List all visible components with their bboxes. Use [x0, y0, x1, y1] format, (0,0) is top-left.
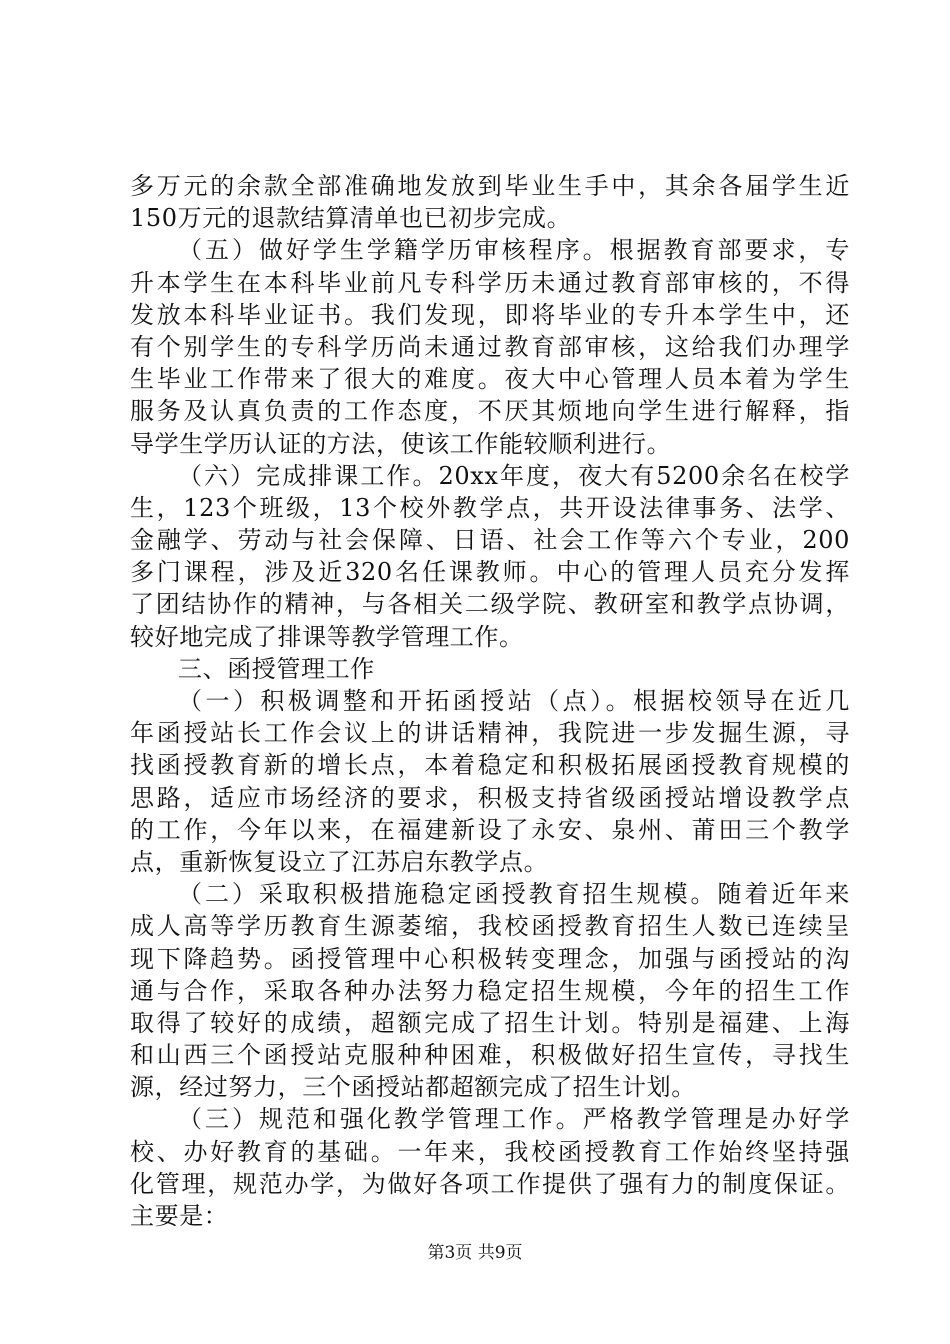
text-line: （五）做好学生学籍学历审核程序。根据教育部要求，专: [178, 236, 850, 265]
text-line: 取得了较好的成绩，超额完成了招生计划。特别是福建、上海: [130, 1008, 850, 1037]
text-line: 源，经过努力，三个函授站都超额完成了招生计划。: [130, 1073, 696, 1102]
text-line: 通与合作，采取各种办法努力稳定招生规模，今年的招生工作: [130, 976, 850, 1005]
text-line: （二）采取积极措施稳定函授教育招生规模。随着近年来: [178, 880, 850, 909]
text-line: 成人高等学历教育生源萎缩，我校函授教育招生人数已连续呈: [130, 912, 850, 941]
text-line: 导学生学历认证的方法，使该工作能较顺利进行。: [130, 429, 672, 458]
text-line: 较好地完成了排课等教学管理工作。: [130, 622, 524, 651]
text-line: 生毕业工作带来了很大的难度。夜大中心管理人员本着为学生: [130, 365, 850, 394]
text-line: 150万元的退款结算清单也已初步完成。: [130, 204, 572, 233]
text-line: 有个别学生的专科学历尚未通过教育部审核，这给我们办理学: [130, 332, 850, 361]
page-footer: 第3页 共9页: [427, 1243, 523, 1263]
text-line: 和山西三个函授站克服种种困难，积极做好招生宣传，寻找生: [130, 1041, 850, 1070]
text-line: 的工作，今年以来，在福建新设了永安、泉州、莆田三个教学: [130, 815, 850, 844]
text-line: （一）积极调整和开拓函授站（点）。根据校领导在近几: [178, 687, 850, 715]
text-line: 找函授教育新的增长点，本着稳定和积极拓展函授教育规模的: [130, 751, 850, 780]
text-line: 发放本科毕业证书。我们发现，即将毕业的专升本学生中，还: [130, 300, 850, 329]
text-line: 多门课程，涉及近320名任课教师。中心的管理人员充分发挥: [130, 558, 850, 587]
body-text: [130, 170, 850, 1232]
text-line: 化管理，规范办学，为做好各项工作提供了强有力的制度保证。: [130, 1169, 850, 1198]
text-line: 点，重新恢复设立了江苏启东教学点。: [130, 847, 549, 876]
text-line: 主要是：: [130, 1202, 229, 1230]
text-line: （三）规范和强化教学管理工作。严格教学管理是办好学: [178, 1105, 850, 1134]
text-line: 现下降趋势。函授管理中心积极转变理念，加强与函授站的沟: [130, 944, 850, 973]
text-line: 金融学、劳动与社会保障、日语、社会工作等六个专业，200: [130, 526, 850, 555]
text-line: 多万元的余款全部准确地发放到毕业生手中，其余各届学生近: [130, 172, 850, 200]
text-line: 生，123个班级，13个校外教学点，共开设法律事务、法学、: [130, 493, 850, 522]
text-line: 年函授站长工作会议上的讲话精神，我院进一步发掘生源，寻: [130, 719, 850, 748]
text-line: （六）完成排课工作。20xx年度，夜大有5200余名在校学: [178, 461, 850, 490]
text-line: 校、办好教育的基础。一年来，我校函授教育工作始终坚持强: [130, 1137, 850, 1166]
text-line: 思路，适应市场经济的要求，积极支持省级函授站增设教学点: [130, 783, 850, 812]
text-line: 升本学生在本科毕业前凡专科学历未通过教育部审核的，不得: [130, 268, 850, 297]
text-line: 三、函授管理工作: [178, 654, 375, 683]
text-line: 服务及认真负责的工作态度，不厌其烦地向学生进行解释，指: [130, 397, 850, 426]
text-line: 了团结协作的精神，与各相关二级学院、教研室和教学点协调，: [130, 590, 850, 619]
